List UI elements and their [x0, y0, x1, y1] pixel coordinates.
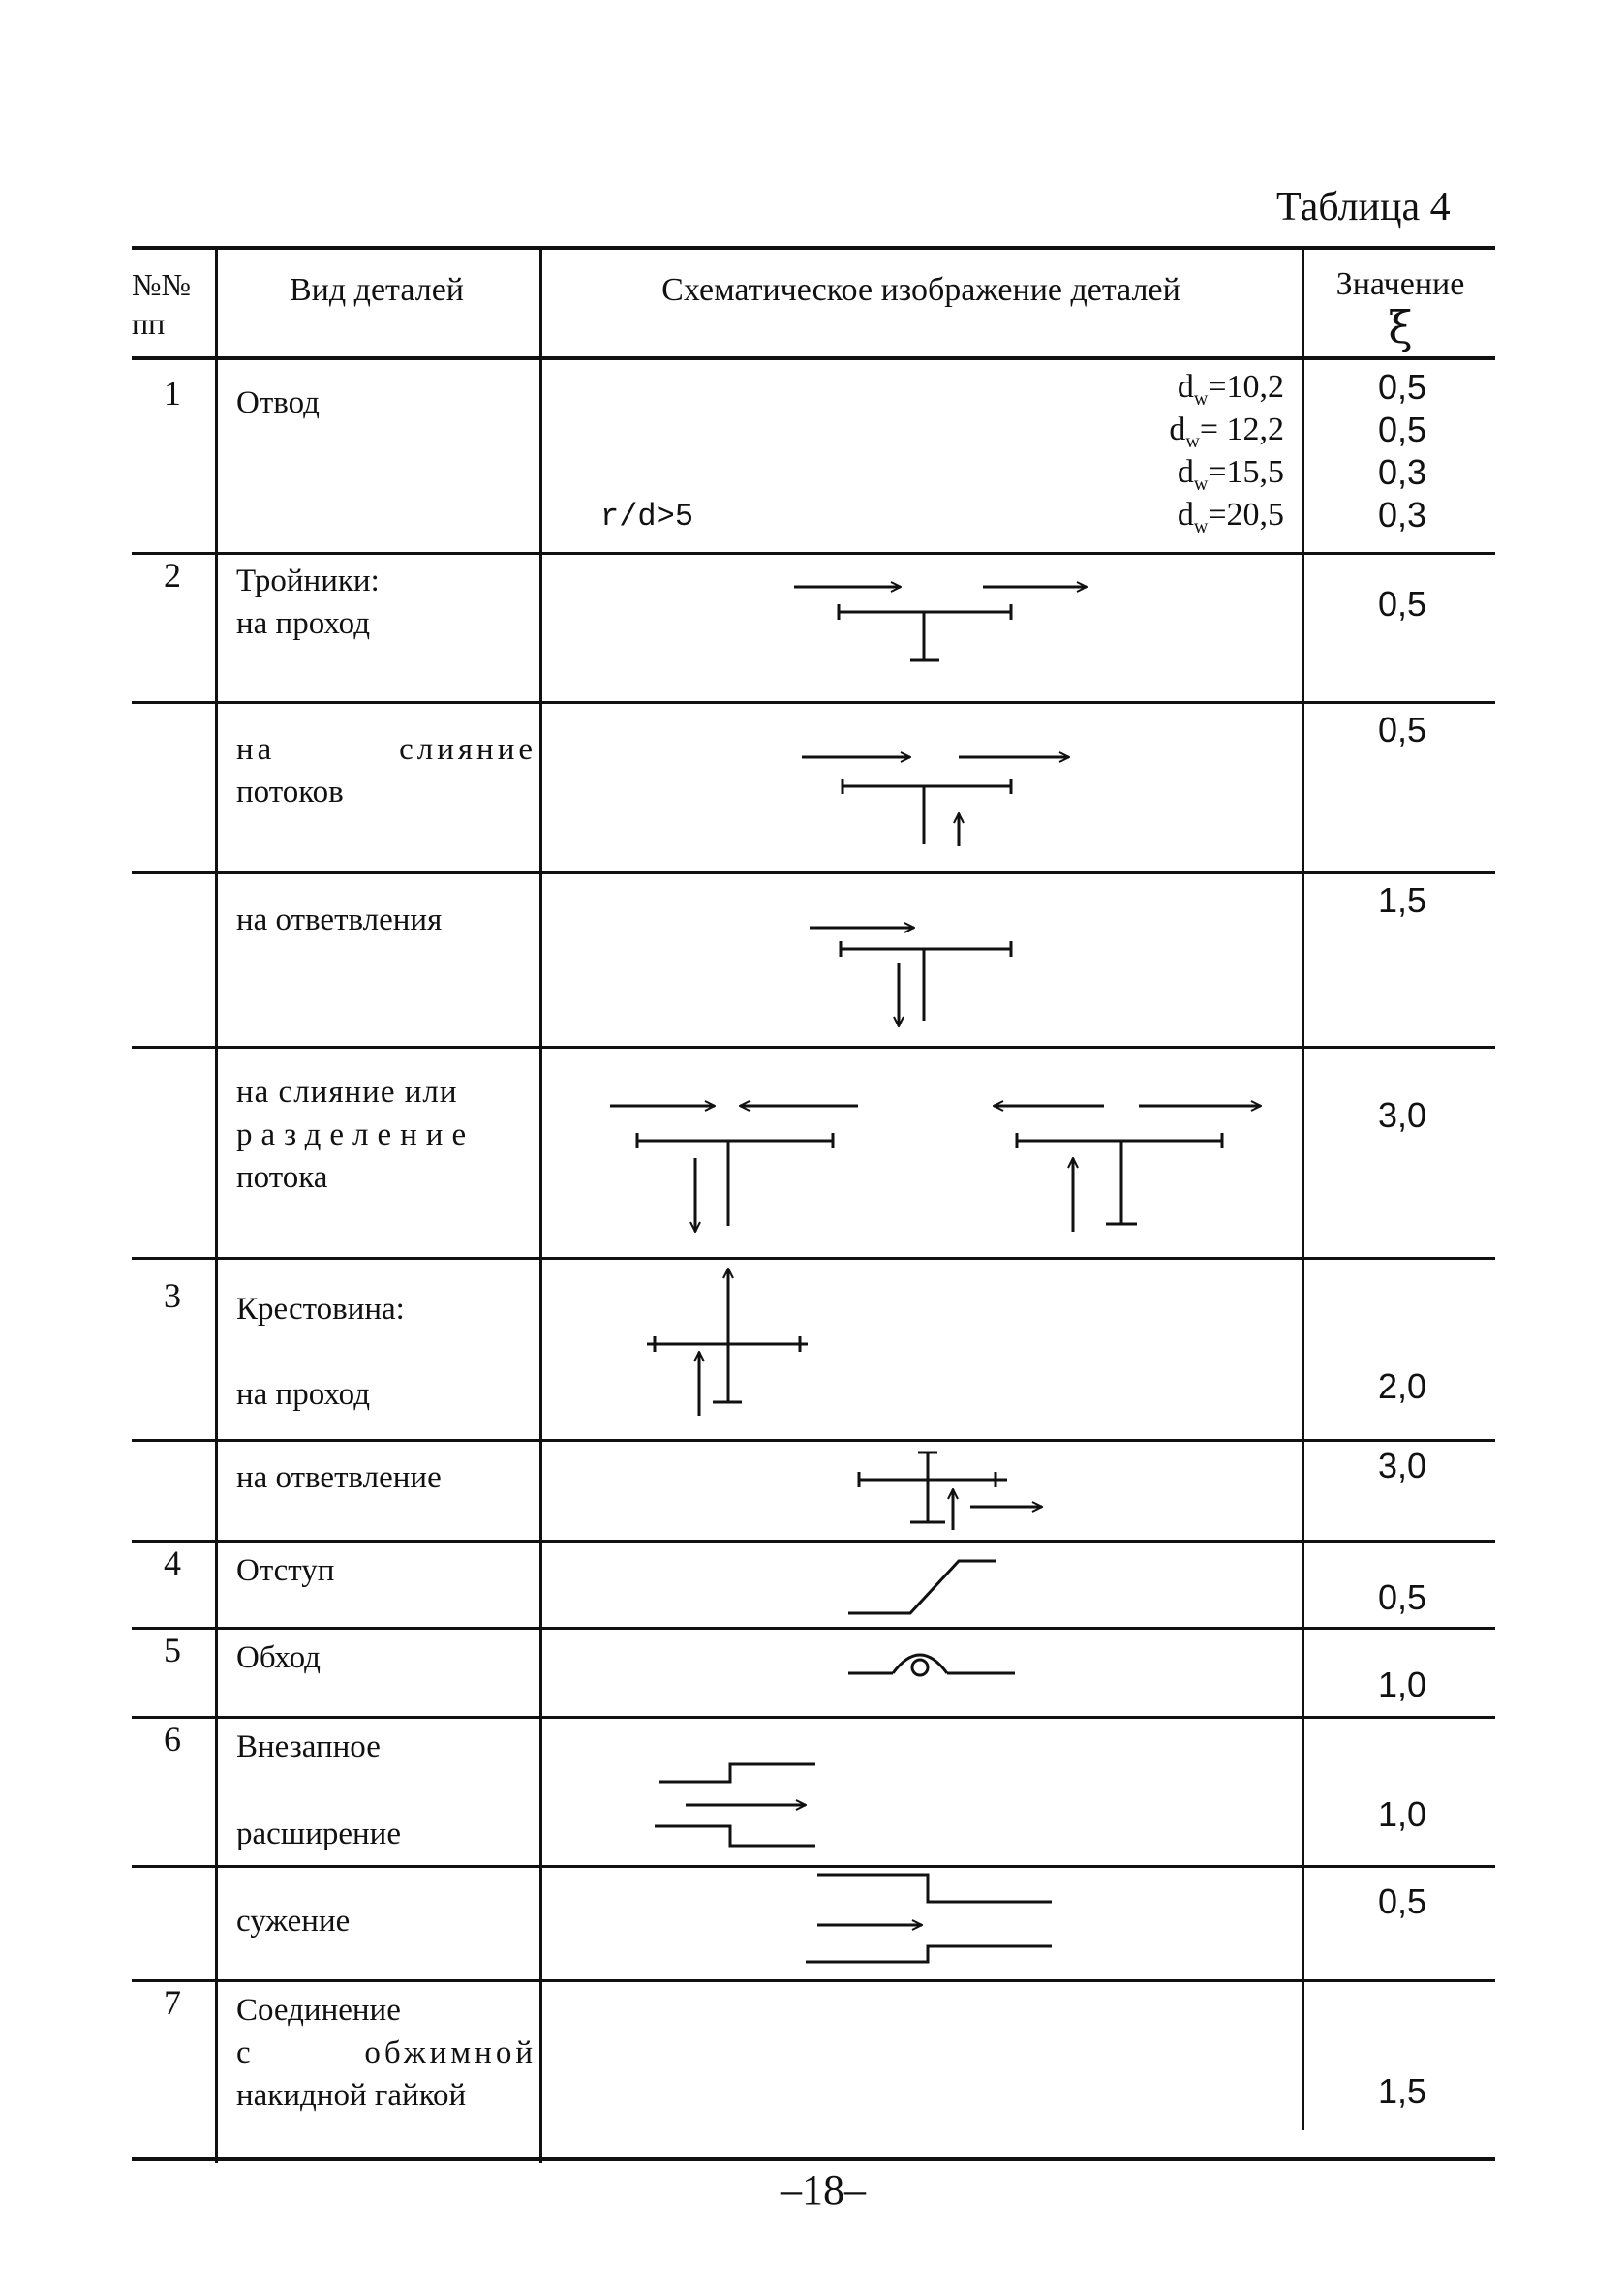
- row-kind: сужение: [236, 1904, 351, 1939]
- row-divider: [132, 1257, 1495, 1260]
- row-kind: на слияние или: [236, 1075, 458, 1110]
- row-number: 2: [164, 556, 181, 595]
- row-kind-sub: [236, 2032, 536, 2074]
- row-kind: Тройники:: [236, 564, 380, 598]
- row-kind-sub: на проход: [236, 606, 370, 641]
- row-kind-word: с: [236, 2035, 255, 2070]
- row-divider: [132, 552, 1495, 555]
- row-divider: [132, 2157, 1495, 2161]
- xi-value: 3,0: [1377, 1446, 1427, 1485]
- xi-value: 0,5: [1377, 1577, 1427, 1617]
- dw-value: $d_w= 12,2$: [1169, 412, 1284, 452]
- row-kind: Соединение: [236, 1993, 401, 2028]
- column-divider: [1302, 246, 1304, 2130]
- header-number: №№ пп: [132, 267, 192, 341]
- row-kind: на ответвление: [236, 1460, 442, 1495]
- row-kind: Отступ: [236, 1553, 335, 1588]
- dw-value: $d_w=20,5$: [1177, 497, 1284, 537]
- row-divider: [132, 701, 1495, 704]
- row-kind-sub: потока: [236, 1160, 328, 1195]
- header-value: [1303, 261, 1497, 353]
- xi-value: 1,5: [1377, 2071, 1427, 2111]
- row-kind: [236, 728, 536, 771]
- row-number: 4: [164, 1544, 181, 1582]
- row-kind: Внезапное: [236, 1729, 381, 1764]
- xi-value: 0,5: [1377, 1881, 1427, 1921]
- row-divider: [132, 1865, 1495, 1868]
- xi-value: 1,5: [1377, 880, 1427, 920]
- row-number: 1: [164, 374, 181, 413]
- header-scheme: Схематическое изображение деталей: [661, 272, 1180, 308]
- row-number: 6: [164, 1720, 181, 1758]
- row-divider: [132, 1046, 1495, 1049]
- bend-ratio-note: r/d>5: [600, 499, 694, 535]
- xi-value: 0,5: [1377, 584, 1427, 624]
- row-divider: [132, 871, 1495, 874]
- row-divider: [132, 1540, 1495, 1543]
- row-divider: [132, 1627, 1495, 1630]
- xi-value: 0,3: [1377, 495, 1427, 535]
- row-divider: [132, 1979, 1495, 1982]
- row-kind-sub: потоков: [236, 775, 344, 810]
- xi-value: 1,0: [1377, 1665, 1427, 1704]
- row-kind: Отвод: [236, 385, 320, 420]
- row-number: 5: [164, 1631, 181, 1669]
- table: [132, 246, 1495, 2163]
- row-kind-sub: накидной гайкой: [236, 2078, 467, 2113]
- row-divider: [132, 1716, 1495, 1719]
- dw-value: $d_w=15,5$: [1177, 454, 1284, 495]
- column-divider: [215, 246, 218, 2163]
- row-kind: Крестовина:: [236, 1292, 405, 1327]
- xi-value: 3,0: [1377, 1095, 1427, 1135]
- row-kind-sub: расширение: [236, 1817, 401, 1851]
- row-number: 7: [164, 1983, 181, 2022]
- xi-value: 1,0: [1377, 1794, 1427, 1834]
- header-value-label: Значение: [1335, 266, 1465, 302]
- row-kind-sub: на проход: [236, 1377, 370, 1412]
- table-caption: Таблица 4: [1276, 185, 1451, 229]
- dw-value: $d_w=10,2$: [1177, 369, 1284, 410]
- row-kind-sub: разделение: [236, 1117, 475, 1152]
- header-kind: Вид деталей: [290, 272, 464, 308]
- xi-value: 0,5: [1377, 710, 1427, 749]
- row-kind: Обход: [236, 1640, 321, 1675]
- xi-symbol: ξ: [1388, 301, 1413, 353]
- row-divider: [132, 246, 1495, 250]
- row-kind-word: на: [236, 732, 276, 767]
- row-kind-word: обжимной: [364, 2035, 536, 2070]
- xi-value: 2,0: [1377, 1366, 1427, 1406]
- row-kind-word: слияние: [399, 732, 536, 767]
- column-divider: [539, 246, 542, 2163]
- page-number: –18–: [781, 2166, 866, 2214]
- xi-value: 0,5: [1377, 367, 1427, 407]
- row-kind: на ответвления: [236, 902, 443, 937]
- xi-value: 0,3: [1377, 452, 1427, 492]
- row-divider: [132, 1439, 1495, 1442]
- xi-value: 0,5: [1377, 410, 1427, 449]
- row-number: 3: [164, 1276, 181, 1315]
- row-divider: [132, 356, 1495, 360]
